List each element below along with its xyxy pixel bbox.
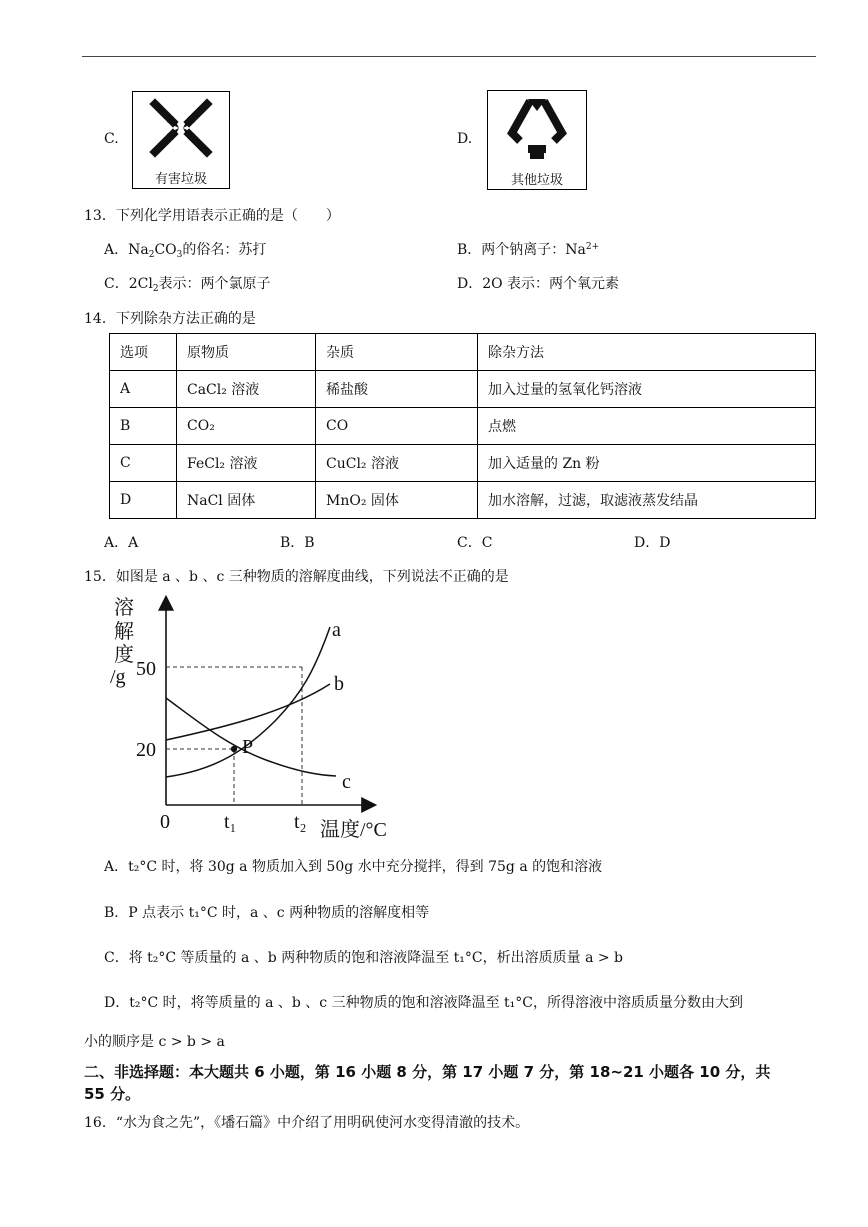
table-header-cell: 杂质	[316, 334, 478, 371]
series-label-b: b	[334, 673, 344, 695]
table-cell: 加入过量的氢氧化钙溶液	[478, 371, 816, 408]
q13-option-a	[104, 239, 266, 260]
q14-table	[109, 333, 816, 519]
y-label-unit: /g	[110, 666, 126, 688]
q15-option-d-line1: D．t₂°C 时，将等质量的 a 、b 、c 三种物质的饱和溶液降温至 t₁°C，所得溶液中溶质质量分数由大到	[104, 995, 743, 1011]
table-cell: MnO₂ 固体	[316, 482, 478, 519]
q13-a-post: 的俗名：苏打	[182, 242, 267, 258]
other-waste-sign	[487, 90, 587, 190]
point-p-label: P	[242, 736, 254, 758]
q13-option-d: D．2O 表示：两个氧元素	[457, 276, 620, 292]
q13-stem: 13．下列化学用语表示正确的是（ ）	[84, 208, 340, 224]
recycle-arrows-icon	[488, 91, 586, 165]
series-label-c: c	[342, 771, 351, 793]
x-tick-label: t₁	[224, 811, 237, 833]
q13-c-post: 表示：两个氯原子	[158, 276, 271, 292]
table-row	[110, 371, 816, 408]
table-cell: FeCl₂ 溶液	[177, 445, 316, 482]
header-rule	[82, 56, 816, 57]
table-cell: B	[110, 408, 177, 445]
q14-option-c: C．C	[457, 535, 493, 551]
y-label-char: 度	[114, 644, 134, 666]
table-cell: 加水溶解，过滤，取滤液蒸发结晶	[478, 482, 816, 519]
series-label-a: a	[332, 619, 341, 641]
q13-option-b	[457, 239, 599, 259]
table-header-cell: 原物质	[177, 334, 316, 371]
table-cell: A	[110, 371, 177, 408]
table-header-cell: 选项	[110, 334, 177, 371]
table-cell: CO₂	[177, 408, 316, 445]
table-header-cell: 除杂方法	[478, 334, 816, 371]
q15-option-d-line2: 小的顺序是 c > b > a	[84, 1034, 225, 1050]
table-cell: 稀盐酸	[316, 371, 478, 408]
curve-b	[166, 684, 330, 740]
q13-b-sup: 2+	[585, 242, 600, 252]
q14-option-a: A．A	[104, 535, 139, 551]
q15-option-c: C．将 t₂°C 等质量的 a 、b 两种物质的饱和溶液降温至 t₁°C，析出溶质质量 a > b	[104, 950, 624, 966]
table-cell: CaCl₂ 溶液	[177, 371, 316, 408]
table-cell: CuCl₂ 溶液	[316, 445, 478, 482]
point-p	[231, 746, 237, 752]
table-cell: NaCl 固体	[177, 482, 316, 519]
section-heading-line2: 55 分。	[84, 1085, 141, 1103]
table-cell: CO	[316, 408, 478, 445]
x-tick-label: t₂	[294, 811, 307, 833]
q13-a-mid: CO	[154, 242, 177, 258]
option-c-label: C.	[104, 131, 119, 147]
other-waste-caption: 其他垃圾	[510, 173, 563, 188]
table-cell: 点燃	[478, 408, 816, 445]
q13-a-sub1: 2	[148, 250, 155, 260]
x-axis-label: 温度/°C	[320, 819, 387, 840]
table-row	[110, 445, 816, 482]
hazardous-waste-icon	[133, 92, 229, 164]
origin-label: 0	[160, 811, 170, 833]
y-tick-label: 20	[136, 739, 156, 761]
q15-option-b: B．P 点表示 t₁°C 时，a 、c 两种物质的溶解度相等	[104, 905, 430, 921]
table-cell: C	[110, 445, 177, 482]
q14-option-b: B．B	[280, 535, 315, 551]
table-cell: 加入适量的 Zn 粉	[478, 445, 816, 482]
q13-a-sub2: 3	[176, 250, 183, 260]
q13-c-text: C．2Cl	[104, 276, 153, 292]
table-header-row	[110, 334, 816, 371]
table-row	[110, 482, 816, 519]
hazardous-waste-sign	[132, 91, 230, 189]
option-d-label: D.	[457, 131, 473, 147]
q13-a-text: A．Na	[104, 242, 149, 258]
q13-option-c	[104, 273, 271, 294]
y-label-char: 溶	[114, 597, 134, 619]
q13-b-text: B．两个钠离子：Na	[457, 242, 586, 258]
y-tick-label: 50	[136, 658, 156, 680]
y-label-char: 解	[114, 621, 134, 643]
q14-stem: 14．下列除杂方法正确的是	[84, 311, 256, 327]
q15-option-a: A．t₂°C 时，将 30g a 物质加入到 50g 水中充分搅拌，得到 75g a 的饱和溶液	[104, 859, 603, 875]
hazardous-waste-caption: 有害垃圾	[154, 172, 207, 187]
q15-stem: 15．如图是 a 、b 、c 三种物质的溶解度曲线，下列说法不正确的是	[84, 569, 509, 585]
solubility-chart	[96, 590, 406, 840]
q13-c-sub: 2	[152, 284, 159, 294]
q14-option-d: D．D	[634, 535, 671, 551]
table-cell: D	[110, 482, 177, 519]
section-heading-line1: 二、非选择题：本大题共 6 小题，第 16 小题 8 分，第 17 小题 7 分，第 18~21 小题各 10 分，共	[84, 1063, 771, 1081]
table-row	[110, 408, 816, 445]
q16-stem: 16．“水为食之先”，《墦石篇》中介绍了用明矾使河水变得清澈的技术。	[84, 1115, 530, 1131]
